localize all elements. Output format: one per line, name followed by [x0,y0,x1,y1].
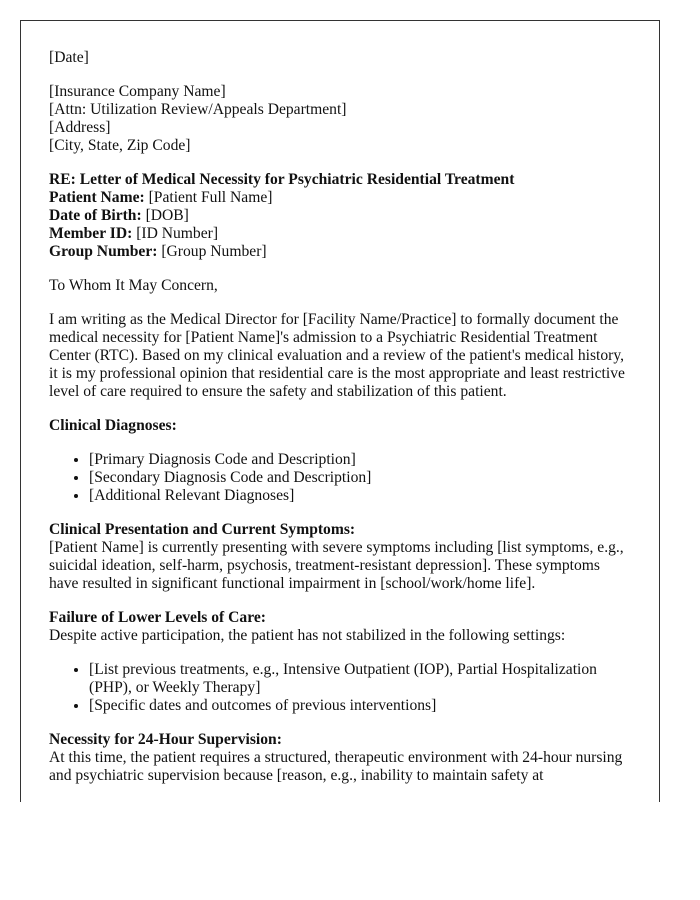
recipient-city-state-zip: [City, State, Zip Code] [49,137,191,154]
list-item: • [Secondary Diagnosis Code and Description] [89,469,629,487]
letter-page [20,20,660,802]
letter-date: [Date] [49,49,89,66]
dob-field [49,207,629,225]
field-label: Date of Birth: [49,207,142,224]
recipient-attn: [Attn: Utilization Review/Appeals Department] [49,101,347,118]
field-label: Group Number: [49,243,158,260]
letter-content [49,49,629,801]
recipient-block [49,83,629,155]
field-value: [ID Number] [132,225,219,242]
diagnoses-list [49,451,629,505]
member-id-field [49,225,629,243]
field-label: Member ID: [49,225,133,242]
group-number-field [49,243,629,261]
lower-care-list [49,661,629,715]
lower-care-body: Despite active participation, the patient has not stabilized in the following settings: [49,627,566,644]
field-value: [Group Number] [157,243,267,260]
list-item: • [List previous treatments, e.g., Intensive Outpatient (IOP), Partial Hospitalization (PHP), or Weekly Therapy] [89,661,629,697]
lower-care-section [49,609,629,645]
presentation-section [49,521,629,593]
presentation-heading: Clinical Presentation and Current Symptoms: [49,521,356,538]
supervision-body: At this time, the patient requires a structured, therapeutic environment with 24-hour nursing and psychiatric supervision because [reason, e.g., inability to maintain safety at [49,749,623,784]
recipient-address: [Address] [49,119,111,136]
supervision-heading: Necessity for 24-Hour Supervision: [49,731,282,748]
re-subject: RE: Letter of Medical Necessity for Psychiatric Residential Treatment [49,171,515,188]
list-item: • [Primary Diagnosis Code and Description] [89,451,629,469]
patient-name-field [49,189,629,207]
supervision-section [49,731,629,785]
field-label: Patient Name: [49,189,145,206]
field-value: [DOB] [141,207,189,224]
list-item: • [Specific dates and outcomes of previous interventions] [89,697,629,715]
list-item: • [Additional Relevant Diagnoses] [89,487,629,505]
field-value: [Patient Full Name] [144,189,273,206]
re-block [49,171,629,261]
lower-care-heading: Failure of Lower Levels of Care: [49,609,266,626]
intro-paragraph: I am writing as the Medical Director for [Facility Name/Practice] to formally document the medical necessity for [Patient Name]'s admission to a Psychiatric Residential Treatment Center (RTC). Based on my clinical evaluation and a review of the patient's medical history, it is my professional opinion that residential care is the most appropriate and least restrictive level of care required to ensure the safety and stabilization of this patient. [49,311,625,400]
salutation: To Whom It May Concern, [49,277,218,294]
recipient-company: [Insurance Company Name] [49,83,226,100]
diagnoses-heading: Clinical Diagnoses: [49,417,177,434]
presentation-body: [Patient Name] is currently presenting with severe symptoms including [list symptoms, e.g., suicidal ideation, self-harm, psychosis, treatment-resistant depression]. These symptoms have resulted in significant functional impairment in [school/work/home life]. [49,539,624,592]
date-line [49,49,629,67]
